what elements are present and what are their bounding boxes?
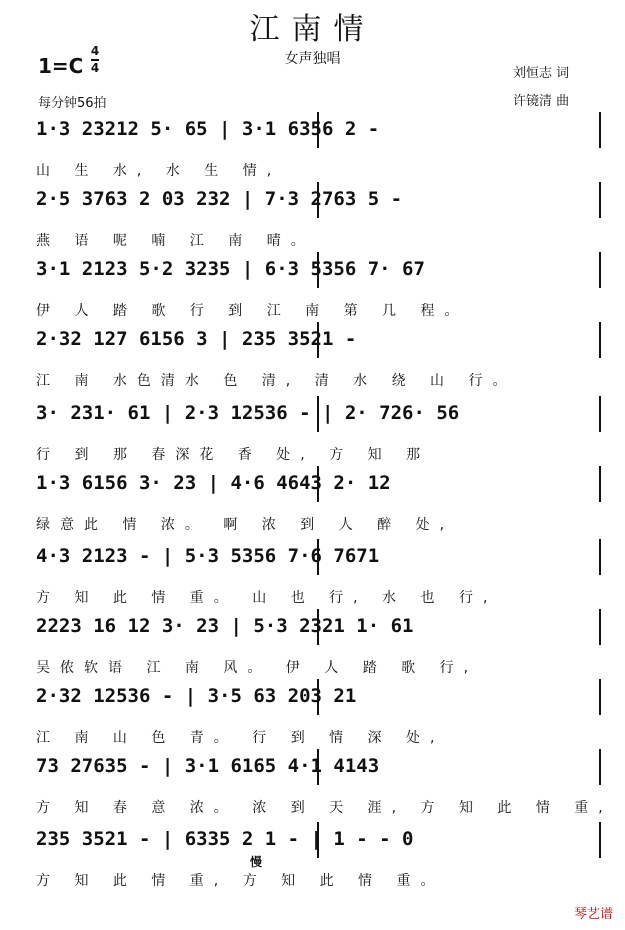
- system-3-lyrics: 伊 人 踏 歌 行 到 江 南 第 几 程。: [36, 303, 469, 319]
- composer-credit: 许镜清 曲: [513, 94, 570, 109]
- system-11-lyrics: 方 知 此 情 重, 方 知 此 情 重。: [36, 873, 445, 889]
- performance-type: 女声独唱: [284, 51, 341, 67]
- lyricist-credit: 刘恒志 词: [513, 66, 570, 81]
- system-6-lyrics: 绿意此 情 浓。 啊 浓 到 人 醉 处,: [36, 517, 455, 533]
- system-3-notes: 3·1 2123 5·2 3235 | 6·3 5356 7· 67: [36, 258, 425, 280]
- watermark-logo: 琴艺谱: [573, 907, 613, 922]
- system-7-lyrics: 方 知 此 情 重。 山 也 行, 水 也 行,: [36, 590, 498, 606]
- system-7-notes: 4·3 2123 - | 5·3 5356 7·6 7671: [36, 545, 380, 567]
- slow-mark: 慢: [250, 855, 263, 869]
- system-2-lyrics: 燕 语 呢 喃 江 南 晴。: [36, 233, 315, 249]
- song-title: 江南情: [249, 12, 376, 47]
- system-10-notes: 73 27635 - | 3·1 6165 4·1 4143: [36, 755, 380, 777]
- system-9-lyrics: 江 南 山 色 青。 行 到 情 深 处,: [36, 730, 445, 746]
- system-8-notes: 2223 16 12 3· 23 | 5·3 2321 1· 61: [36, 615, 414, 637]
- system-2-notes: 2·5 3763 2 03 232 | 7·3 2763 5 -: [36, 188, 403, 210]
- system-1-notes: 1·3 23212 5· 65 | 3·1 6356 2 -: [36, 118, 380, 140]
- system-5-lyrics: 行 到 那 春深花 香 处, 方 知 那: [36, 447, 431, 463]
- system-9-notes: 2·32 12536 - | 3·5 63 203 21: [36, 685, 357, 707]
- system-6-notes: 1·3 6156 3· 23 | 4·6 4643 2· 12: [36, 472, 391, 494]
- tempo-marking: 每分钟56拍: [38, 96, 107, 111]
- key-signature: 1=C: [38, 54, 84, 78]
- system-4-notes: 2·32 127 6156 3 | 235 3521 -: [36, 328, 357, 350]
- system-10-lyrics: 方 知 春 意 浓。 浓 到 天 涯, 方 知 此 情 重,: [36, 800, 613, 816]
- system-11-notes: 235 3521 - | 6335 2 1 - | 1 - - 0: [36, 828, 414, 850]
- system-1-lyrics: 山 生 水, 水 生 情,: [36, 163, 282, 179]
- meter-top: 4: [90, 44, 100, 58]
- meter-bottom: 4: [90, 61, 100, 75]
- system-4-lyrics: 江 南 水色清水 色 清, 清 水 绕 山 行。: [36, 373, 517, 389]
- system-5-notes: 3· 231· 61 | 2·3 12536 - | 2· 726· 56: [36, 402, 460, 424]
- system-8-lyrics: 吴侬软语 江 南 风。 伊 人 踏 歌 行,: [36, 660, 479, 676]
